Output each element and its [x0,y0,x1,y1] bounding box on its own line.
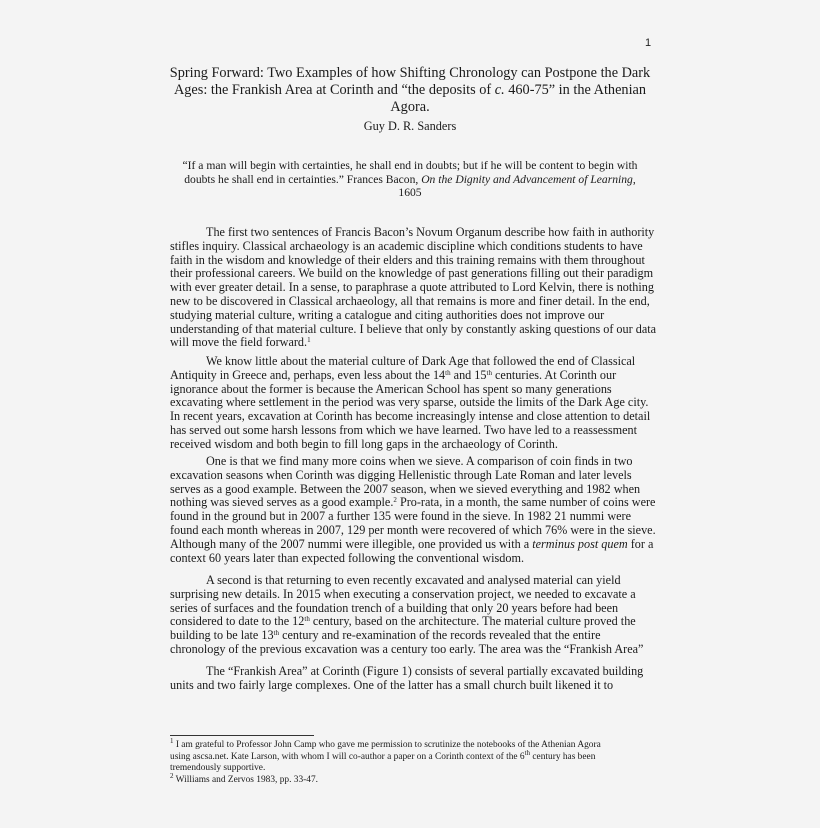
footnote-2: $^2$ Williams and Zervos 1983, pp. 33-47. [170,771,318,785]
body-paragraph-1: The first two sentences of Francis Bacon’s Novum Organum describe how faith in authority stifles inquiry. Classical archaeology is an academic discipline which conditions students to have faith in the wisdom and knowledge of their elders and this training remains with them throughout their professional careers. We build on the knowledge of past generations filling out their paradigm with ever greater detail. In a sense, to paraphrase a quote attributed to Lord Kelvin, there is nothing new to be discovered in Classical archaeology, all that remains is more and finer detail. In the end, studying material culture, writing a catalogue and citing authorities does not improve our understanding of that material culture. I believe that only by constantly asking questions of our data will move the field forward.$^1$ [170,225,657,350]
footnotes: $^1$ I am grateful to Professor John Camp who gave me permission to scrutinize the notebooks of the Athenian Agora using ascsa.net. Kate Larson, with whom I will co-author a paper on a Corinth context of the 6th century has been tremendously supportive. $^2$ Williams and Zervos 1983, pp. 33-47. [170,740,660,786]
title-italic: c. [494,82,505,98]
body-paragraph-5: The “Frankish Area” at Corinth (Figure 1) consists of several partially excavated building units and two fairly large complexes. One of the latter has a small church built likened it to [170,664,644,692]
body-paragraph-4: A second is that returning to even recently excavated and analysed material can yield surprising new details. In 2015 when executing a conservation project, we needed to excavate a series of surfaces and the foundation trench of a building that only 20 years before had been considered to date to the 12th century, based on the architecture. The material culture proved the building to be late 13th century and re-examination of the records revealed that the entire chronology of the previous excavation was a century too early. The area was the “Frankish Area” [170,573,644,656]
epigraph-source-title: On the Dignity and Advancement of Learning [421,172,633,186]
body-paragraph-2: We know little about the material culture of Dark Age that followed the end of Classical Antiquity in Greece and, perhaps, even less about the 14th and 15th centuries. At Corinth our ignorance about the former is because the American School has spent so many generations excavating where settlement in the period was very sparse, outside the limits of the Dark Age city. In recent years, excavation at Corinth has become increasingly intense and close attention to detail has served out some harsh lessons from which we have learned. Two have led to a reassessment received wisdom and both begin to fill long gaps in the archaeology of Corinth. [170,354,651,451]
footnote-ref-1[interactable]: 1 [307,336,311,345]
footnote-1: $^1$ I am grateful to Professor John Camp who gave me permission to scrutinize the notebooks of the Athenian Agora [170,737,601,750]
title-line: Ages: the Frankish Area at Corinth and “the deposits of c. 460-75” in the Athenian [173,82,647,98]
epigraph-year: 1605 [398,186,422,199]
title-line: Spring Forward: Two Examples of how Shifting Chronology can Postpone the Dark [169,65,651,81]
footnote-separator [170,735,314,736]
body-paragraph-3: One is that we find many more coins when we sieve. A comparison of coin finds in two excavation seasons when Corinth was digging Hellenistic through Late Roman and later levels serves as a good example. Between the 2007 season, when we sieved everything and 1982 when nothing was sieved serves as a good example.$^2$ Pro-rata, in a month, the same number of coins were found in the ground but in 2007 a further 135 were found in the sieve. In 1982 21 nummi were found each month whereas in 2007, 129 per month were recovered of which 76% were in the sieve. Although many of the 2007 nummi were illegible, one provided us with a terminus post quem for a context 60 years later than expected following the conventional wisdom. [170,454,656,565]
page-number: 1 [645,37,652,49]
author-name: Guy D. R. Sanders [363,119,457,133]
paper-title [160,65,660,116]
title-line: Agora. [390,99,430,115]
epigraph-quote: “If a man will begin with certainties, he shall end in doubts; but if he will be content to begin with doubts he shall end in certainties.” Frances Bacon, On the Dignity and Advancement of Learning, 1605 [160,159,660,200]
footnote-ref-2[interactable]: 2 [393,496,397,505]
